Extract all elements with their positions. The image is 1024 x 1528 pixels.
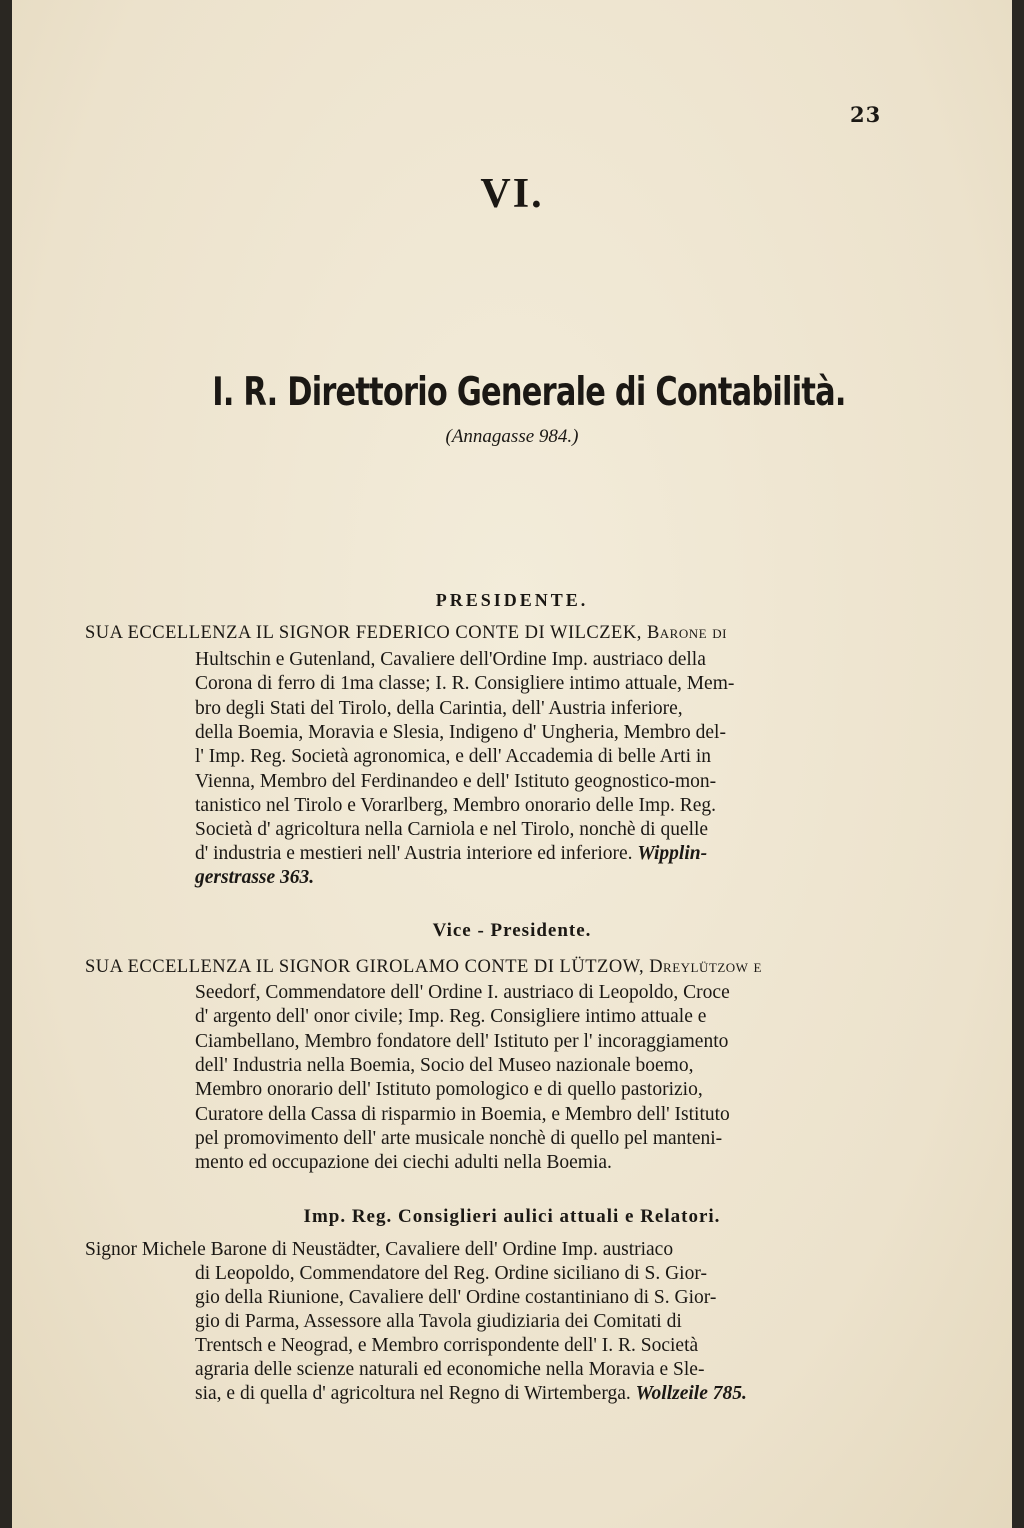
- vice-name-line: SUA ECCELLENZA IL SIGNOR GIROLAMO CONTE DI LÜTZOW, Dreylützow e: [85, 957, 762, 977]
- vice-line: Membro onorario dell' Istituto pomologico e di quello pastorizio,: [195, 1079, 703, 1101]
- heading-consiglieri: Imp. Reg. Consiglieri aulici attuali e Relatori.: [303, 1206, 721, 1227]
- presidente-line-9-text: d' industria e mestieri nell' Austria interiore ed inferiore.: [195, 843, 633, 864]
- consiglieri-address: Wollzeile 785.: [635, 1383, 747, 1404]
- presidente-line: Hultschin e Gutenland, Cavaliere dell'Ordine Imp. austriaco della: [195, 649, 706, 670]
- consiglieri-line: agraria delle scienze naturali ed economiche nella Moravia e Sle-: [195, 1359, 705, 1380]
- consiglieri-line: di Leopoldo, Commendatore del Reg. Ordine siciliano di S. Gior-: [195, 1263, 707, 1284]
- presidente-line: Vienna, Membro del Ferdinandeo e dell' Istituto geognostico-mon-: [195, 770, 717, 792]
- vice-line: Seedorf, Commendatore dell' Ordine I. austriaco di Leopoldo, Croce: [195, 982, 730, 1003]
- vice-line: Curatore della Cassa di risparmio in Boemia, e Membro dell' Istituto: [195, 1103, 730, 1125]
- heading-vice-presidente: Vice - Presidente.: [432, 920, 592, 941]
- consiglieri-line: Trentsch e Neograd, e Membro corrispondente dell' I. R. Società: [195, 1335, 699, 1356]
- presidente-line: Corona di ferro di 1ma classe; I. R. Consigliere intimo attuale, Mem-: [195, 673, 735, 695]
- chapter-number: VI.: [480, 171, 544, 217]
- presidente-line: bro degli Stati del Tirolo, della Carintia, dell' Austria inferiore,: [195, 697, 683, 719]
- presidente-address-1: Wipplin-: [637, 843, 708, 864]
- presidente-line: l' Imp. Reg. Società agronomica, e dell' Accademia di belle Arti in: [195, 746, 712, 768]
- consiglieri-line: gio della Riunione, Cavaliere dell' Ordine costantiniano di S. Gior-: [195, 1287, 717, 1308]
- vice-line: d' argento dell' onor civile; Imp. Reg. Consigliere intimo attuale e: [195, 1006, 707, 1028]
- page-number: 23: [850, 102, 882, 127]
- consiglieri-line: gio di Parma, Assessore alla Tavola giudiziaria dei Comitati di: [195, 1311, 682, 1332]
- presidente-line: Società d' agricoltura nella Carniola e nel Tirolo, nonchè di quelle: [195, 819, 709, 841]
- section-address: (Annagasse 984.): [445, 426, 579, 447]
- presidente-name-line: SUA ECCELLENZA IL SIGNOR FEDERICO CONTE DI WILCZEK, Barone di: [85, 623, 727, 643]
- consiglieri-last-line: [195, 1384, 747, 1404]
- heading-presidente: PRESIDENTE.: [435, 590, 589, 610]
- vice-line: mento ed occupazione dei ciechi adulti nella Boemia.: [195, 1152, 612, 1174]
- vice-line: pel promovimento dell' arte musicale nonchè di quello pel manteni-: [195, 1127, 723, 1149]
- document-page: [12, 0, 1012, 1528]
- presidente-line-9: [195, 844, 707, 864]
- presidente-line: della Boemia, Moravia e Slesia, Indigeno d' Ungheria, Membro del-: [195, 721, 726, 743]
- section-title: I. R. Direttorio Generale di Contabilità.: [212, 370, 846, 415]
- consiglieri-line: Signor Michele Barone di Neustädter, Cavaliere dell' Ordine Imp. austriaco: [85, 1239, 674, 1260]
- vice-line: dell' Industria nella Boemia, Socio del Museo nazionale boemo,: [195, 1054, 694, 1076]
- presidente-address-2: gerstrasse 363.: [195, 867, 315, 888]
- presidente-line: tanistico nel Tirolo e Vorarlberg, Membro onorario delle Imp. Reg.: [195, 794, 717, 816]
- vice-line: Ciambellano, Membro fondatore dell' Istituto per l' incoraggiamento: [195, 1030, 729, 1052]
- consiglieri-last-line-text: sia, e di quella d' agricoltura nel Regno di Wirtemberga.: [195, 1383, 631, 1404]
